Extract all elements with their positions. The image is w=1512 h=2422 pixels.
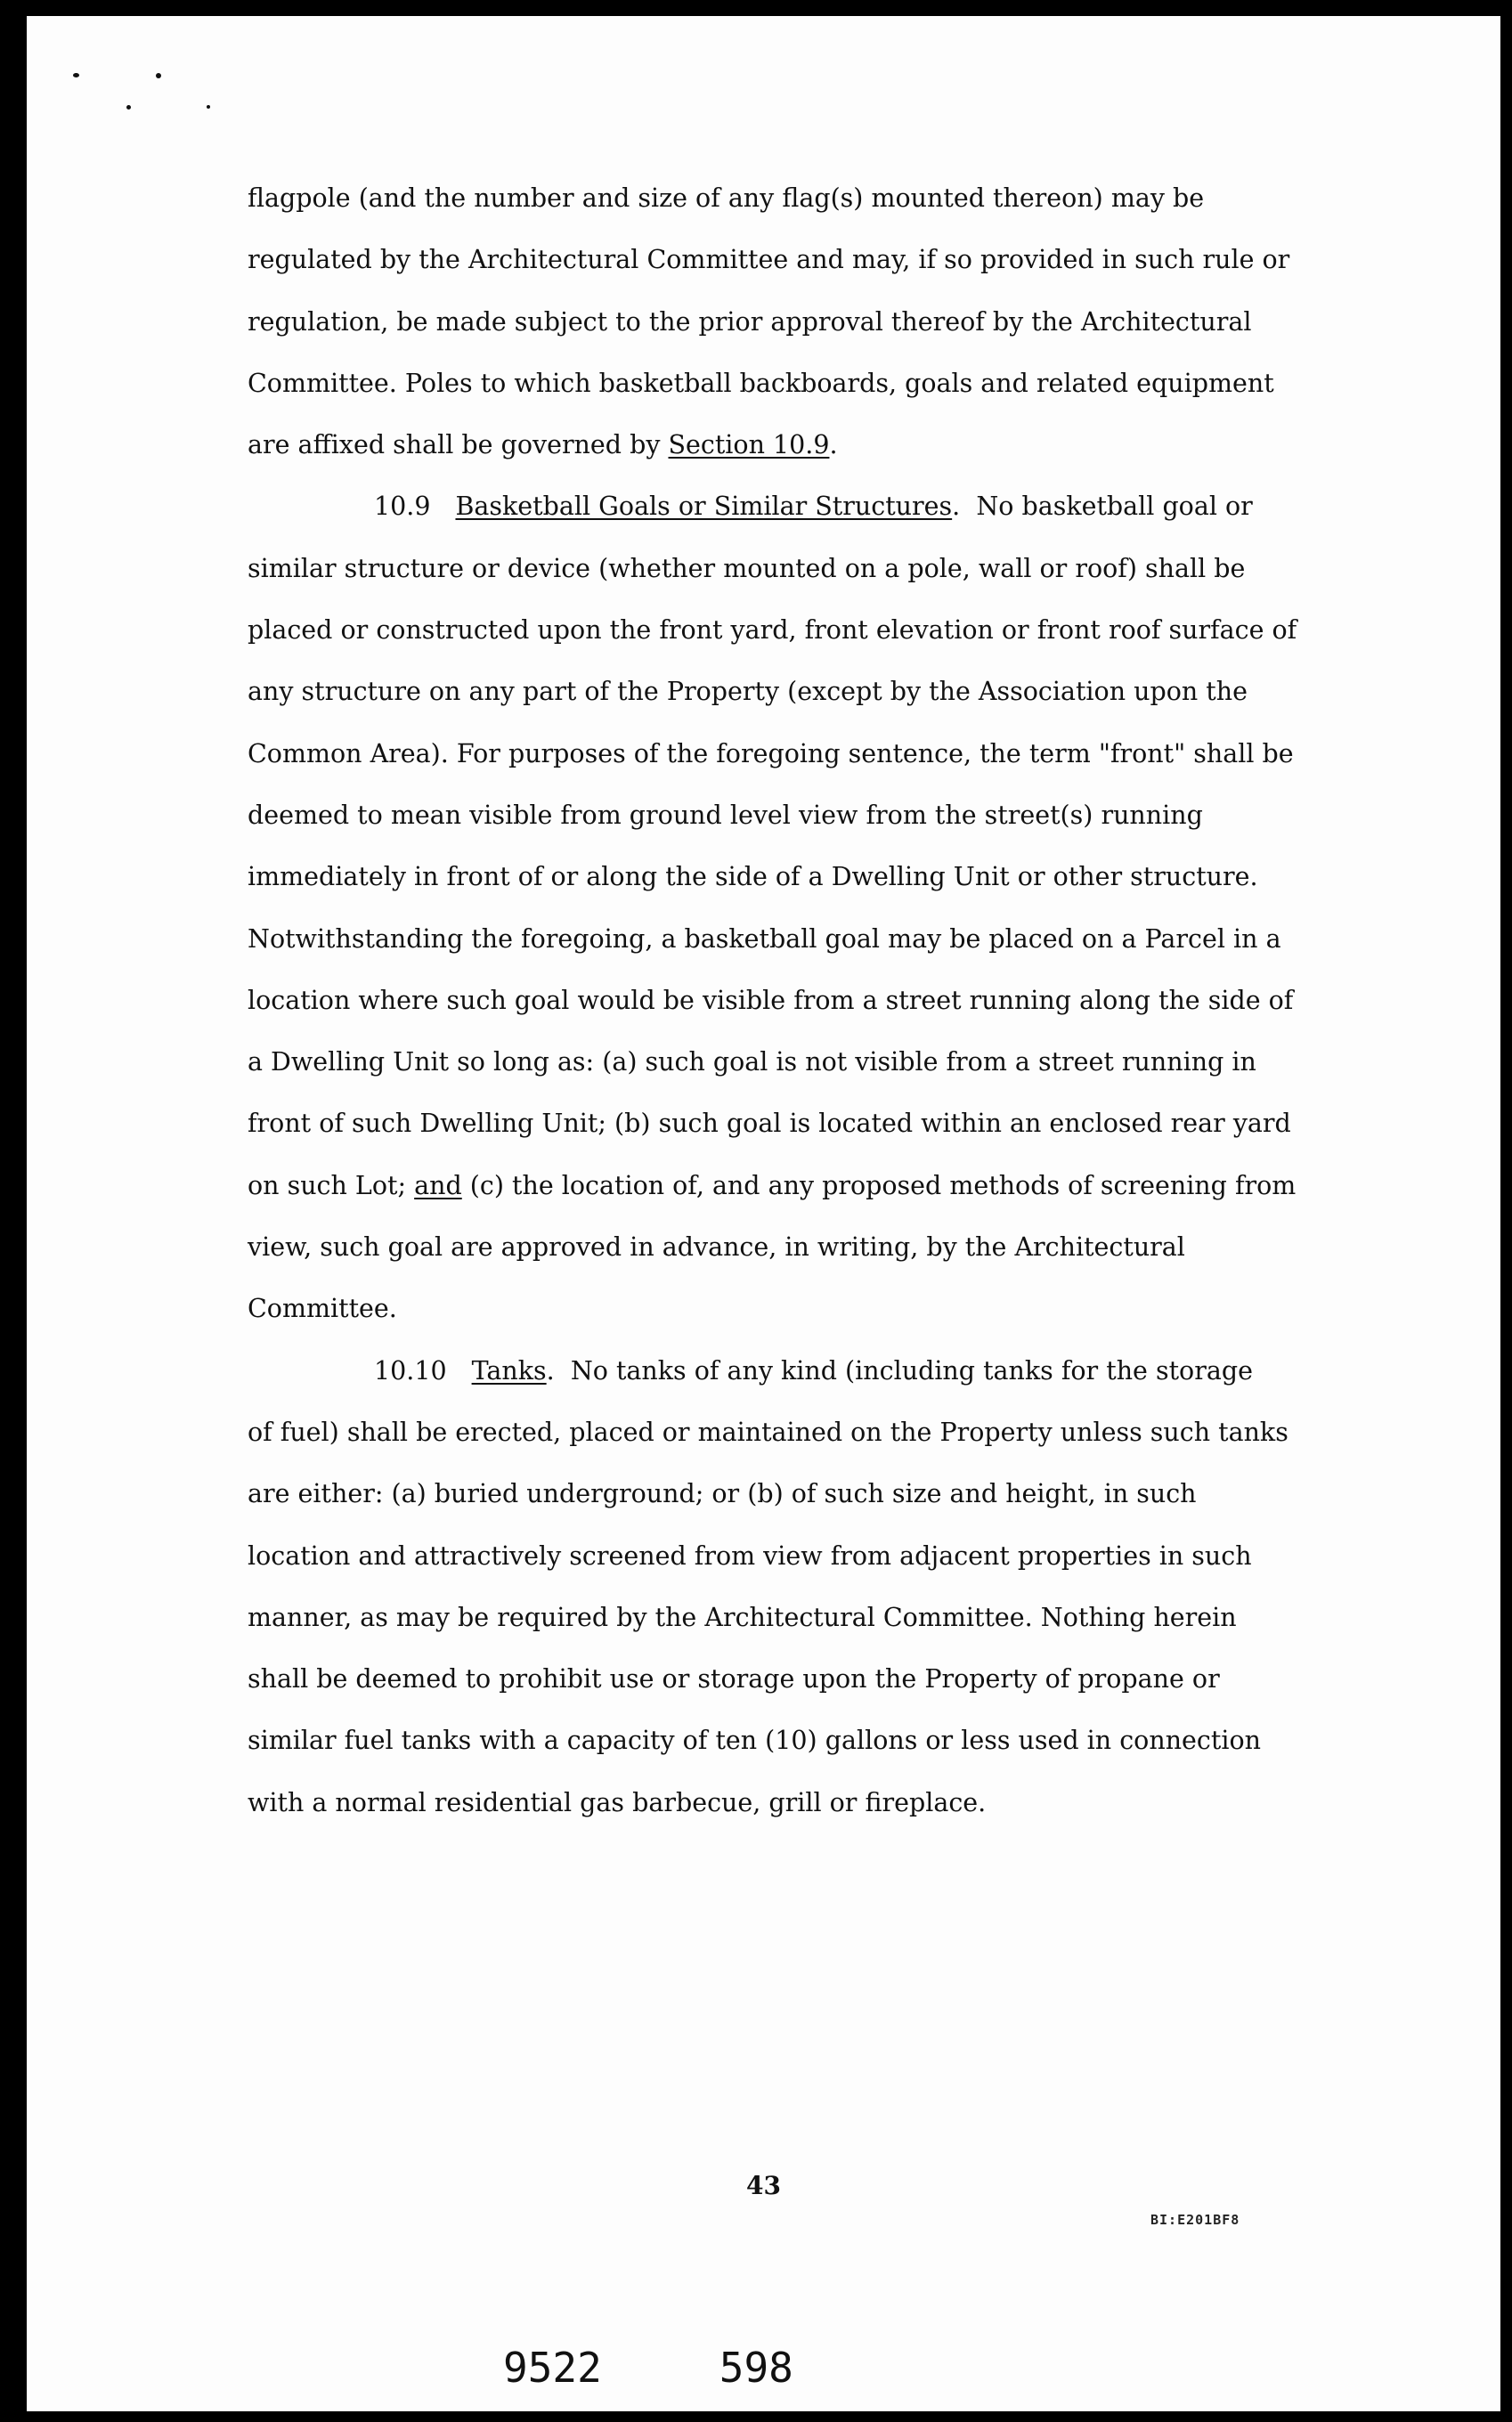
text-line: a Dwelling Unit so long as: (a) such goal is not visible from a street running in: [248, 1047, 1256, 1077]
scan-speck: [126, 105, 131, 110]
text-line: regulated by the Architectural Committee and may, if so provided in such rule or: [248, 245, 1290, 275]
text-segment: No basketball goal or: [976, 492, 1253, 522]
recording-page-number: 598: [719, 2344, 793, 2392]
section-number: 10.10: [374, 1355, 447, 1386]
text-line: view, such goal are approved in advance, in writing, by the Architectural: [248, 1232, 1185, 1263]
section-heading: Tanks: [471, 1355, 547, 1386]
text-segment: No tanks of any kind (including tanks for the storage: [570, 1355, 1253, 1386]
text-line: immediately in front of or along the side of a Dwelling Unit or other structure.: [248, 862, 1258, 892]
text-line: placed or constructed upon the front yard, front elevation or front roof surface of: [248, 615, 1297, 646]
text-segment: are affixed shall be governed by: [248, 430, 669, 460]
text-line: deemed to mean visible from ground level view from the street(s) running: [248, 800, 1203, 830]
text-line: regulation, be made subject to the prior approval thereof by the Architectural: [248, 306, 1252, 337]
text-line: flagpole (and the number and size of any flag(s) mounted thereon) may be: [248, 183, 1205, 213]
page-number: 43: [746, 2171, 781, 2200]
scan-speck: [156, 73, 161, 78]
text-line: front of such Dwelling Unit; (b) such goal is located within an enclosed rear yard: [248, 1109, 1291, 1139]
section-10-9-heading-line: [248, 475, 1298, 537]
text-line: Notwithstanding the foregoing, a basketball goal may be placed on a Parcel in a: [248, 923, 1281, 954]
section-reference: Section 10.9: [668, 430, 830, 460]
underlined-and: and: [414, 1170, 462, 1200]
text-line: manner, as may be required by the Architectural Committee. Nothing herein: [248, 1602, 1237, 1632]
text-line: Committee. Poles to which basketball backboards, goals and related equipment: [248, 368, 1274, 398]
text-line: are either: (a) buried underground; or (b) of such size and height, in such: [248, 1479, 1197, 1509]
text-line: shall be deemed to prohibit use or storage upon the Property of propane or: [248, 1664, 1220, 1695]
section-heading: Basketball Goals or Similar Structures: [455, 492, 953, 522]
text-line: any structure on any part of the Property (except by the Association upon the: [248, 677, 1248, 707]
document-page: [27, 16, 1500, 2411]
scan-speck: [73, 73, 79, 77]
text-line: similar fuel tanks with a capacity of ten (10) gallons or less used in connection: [248, 1726, 1261, 1756]
text-line: [248, 414, 1298, 475]
body-text: [248, 167, 1298, 1833]
text-line: similar structure or device (whether mounted on a pole, wall or roof) shall be: [248, 553, 1246, 583]
text-segment: .: [546, 1355, 555, 1386]
document-code: BI:E201BF8: [1150, 2212, 1240, 2228]
text-segment: on such Lot;: [248, 1170, 415, 1200]
text-line: of fuel) shall be erected, placed or maintained on the Property unless such tanks: [248, 1417, 1288, 1447]
recording-stamp: [503, 2344, 793, 2392]
section-number: 10.9: [374, 492, 431, 522]
text-line: location where such goal would be visible from a street running along the side of: [248, 985, 1294, 1015]
recording-book-number: 9522: [503, 2344, 602, 2392]
text-line: [248, 1155, 1298, 1216]
text-line: location and attractively screened from view from adjacent properties in such: [248, 1540, 1252, 1571]
text-segment: .: [829, 430, 838, 460]
section-10-10-heading-line: [248, 1340, 1298, 1402]
text-segment: .: [952, 492, 961, 522]
text-line: Common Area). For purposes of the foregoing sentence, the term "front" shall be: [248, 738, 1294, 768]
text-line: with a normal residential gas barbecue, grill or fireplace.: [248, 1787, 987, 1817]
scan-speck: [207, 105, 210, 109]
text-segment: (c) the location of, and any proposed methods of screening from: [461, 1170, 1297, 1200]
text-line: Committee.: [248, 1294, 397, 1324]
